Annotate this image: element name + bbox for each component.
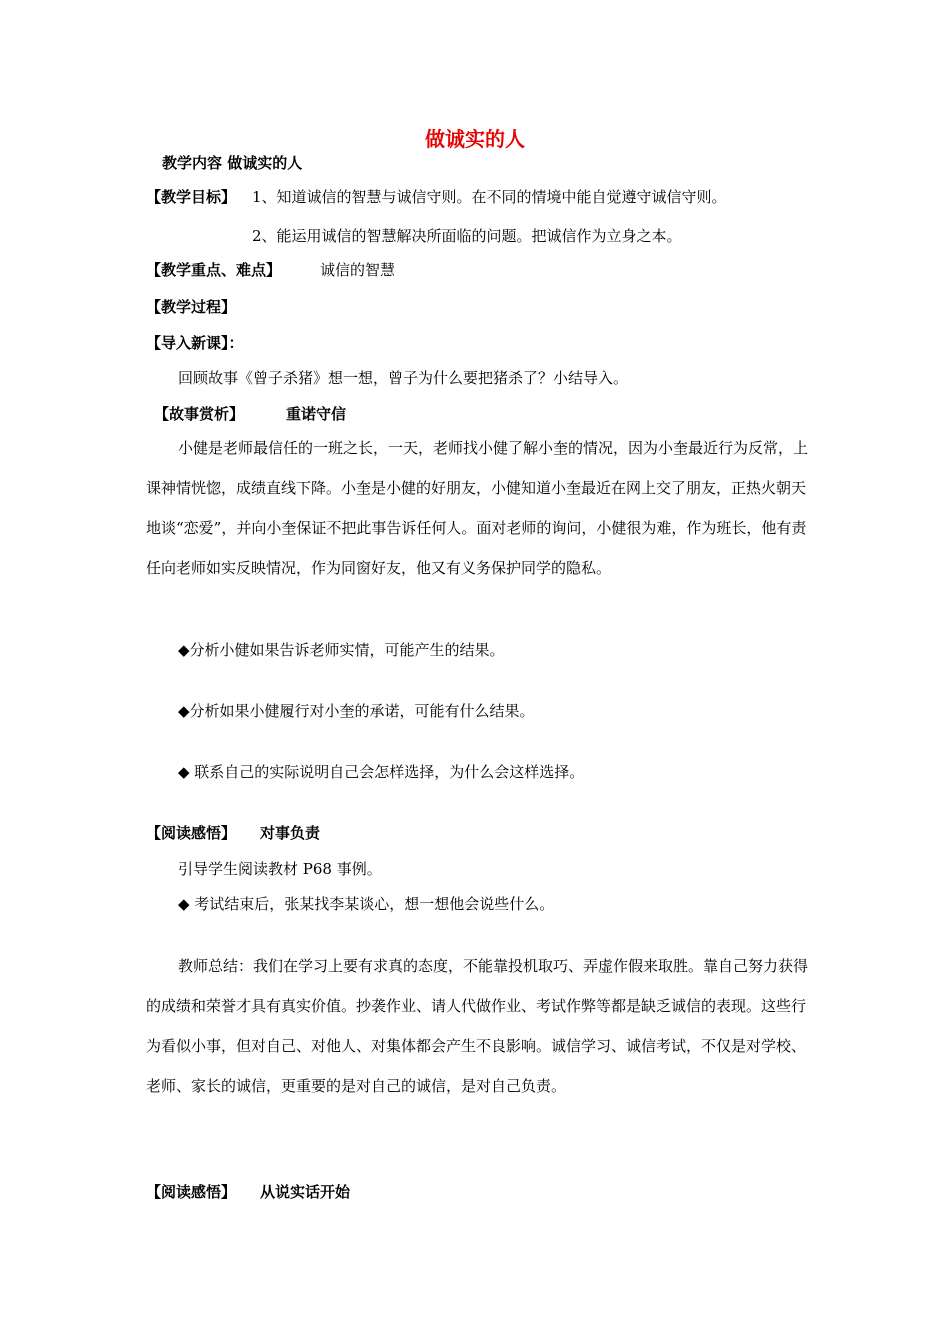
objective-item-2: 2、能运用诚信的智慧解决所面临的问题。把诚信作为立身之本。 [252, 227, 682, 245]
story-paragraph: 小健是老师最信任的一班之长，一天，老师找小健了解小奎的情况，因为小奎最近行为反常，上课神情恍惚，成绩直线下降。小奎是小健的好朋友，小健知道小奎最近在网上交了朋友，正热火朝天地谈“恋爱”，并向小奎保证不把此事告诉任何人。面对老师的询问，小健很为难，作为班长，他有责任向老师如实反映情况，作为同窗好友，他又有义务保护同学的隐私。 [146, 439, 809, 577]
reading1-subtitle: 对事负责 [260, 824, 321, 842]
reading1-label: 【阅读感悟】 [146, 824, 237, 842]
key-points-label: 【教学重点、难点】 [146, 261, 282, 279]
objective-item-1: 1、知道诚信的智慧与诚信守则。在不同的情境中能自觉遵守诚信守则。 [252, 188, 727, 206]
reading1-bullet: ◆ 考试结束后，张某找李某谈心，想一想他会说些什么。 [178, 895, 555, 913]
story-subtitle: 重诺守信 [286, 405, 347, 423]
reading2-label: 【阅读感悟】 [146, 1183, 237, 1201]
key-points-text: 诚信的智慧 [320, 261, 396, 279]
intro-label: 【导入新课】： [146, 334, 244, 352]
reading1-text: 引导学生阅读教材 P68 事例。 [178, 860, 382, 878]
story-label: 【故事赏析】 [154, 405, 245, 423]
story-bullet-3: ◆ 联系自己的实际说明自己会怎样选择，为什么会这样选择。 [178, 763, 585, 781]
reading2-subtitle: 从说实话开始 [260, 1183, 351, 1201]
story-bullet-1: ◆分析小健如果告诉老师实情，可能产生的结果。 [178, 641, 505, 659]
intro-text: 回顾故事《曾子杀猪》想一想，曾子为什么要把猪杀了？小结导入。 [178, 369, 629, 387]
story-bullet-2: ◆分析如果小健履行对小奎的承诺，可能有什么结果。 [178, 702, 535, 720]
objectives-label: 【教学目标】 [146, 188, 237, 206]
process-label: 【教学过程】 [146, 298, 237, 316]
document-title: 做诚实的人 [425, 127, 525, 151]
teaching-content: 教学内容 做诚实的人 [162, 154, 303, 172]
reading1-summary: 教师总结：我们在学习上要有求真的态度，不能靠投机取巧、弄虚作假来取胜。靠自己努力获得的成绩和荣誉才具有真实价值。抄袭作业、请人代做作业、考试作弊等都是缺乏诚信的表现。这些行为看似小事，但对自己、对他人、对集体都会产生不良影响。诚信学习、诚信考试，不仅是对学校、老师、家长的诚信，更重要的是对自己的诚信，是对自己负责。 [146, 957, 809, 1095]
